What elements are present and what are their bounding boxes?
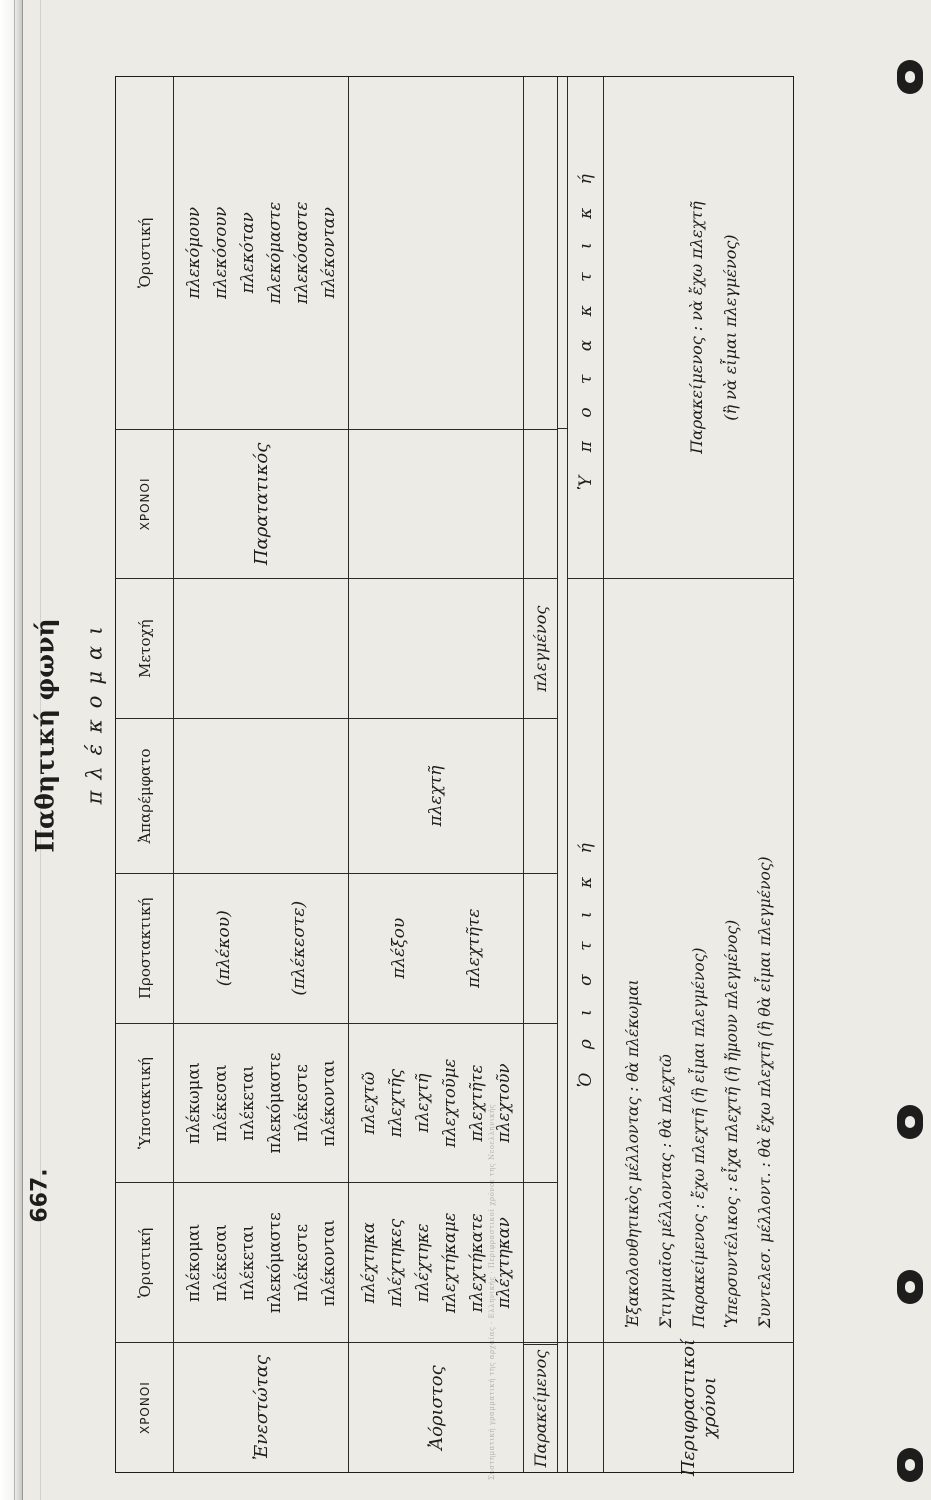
- perfect-infinitive: [524, 718, 557, 873]
- periphrastic-indicative: Ἐξακολουθητικὸς μέλλοντας : θὰ πλέκωμαι Στιγμιαῖος μέλλοντας : θὰ πλεχτῶ Παρακείμενος : ἔχω πλεχτῆ (ἢ εἶμαι πλεγμένος) Ὑπερσυντέλικος : εἶχα πλεχτῆ (ἢ ἤμουν πλεγμένος) Συντελεσ. μέλλοντ. : θὰ ἔχω πλεχτῆ (ἢ θὰ εἶμαι πλεγμένος): [604, 578, 794, 1342]
- header-cell: ΧΡΟΝΟΙ: [116, 1342, 173, 1472]
- perfect-participle: πλεγμένος: [524, 578, 557, 718]
- row-label: Παρακείμενος: [524, 1342, 557, 1472]
- present-imperative: (πλέκου) (πλέκεστε): [174, 873, 348, 1023]
- header-cell: Ὁριστική: [116, 1182, 173, 1342]
- imperfect-indicative: πλεκόμουν πλεκόσουν πλεκόταν πλεκόμαστε πλεκόσαστε πλέκονταν: [184, 201, 338, 305]
- header-cell: Ἀπαρέμφατο: [116, 718, 173, 873]
- perfect-indicative: [524, 1182, 557, 1342]
- perfect-row: [524, 77, 558, 1472]
- header-cell: Μετοχή: [116, 578, 173, 718]
- present-participle: [174, 578, 348, 718]
- aorist-subjunctive: πλεχτῶ πλεχτῆς πλεχτῆ πλεχτοῦμε πλεχτῆτε πλεχτοῦν: [349, 1023, 523, 1183]
- periphrastic-subjunctive: Παρακείμενος : νὰ ἔχω πλεχτῆ (ἢ νὰ εἶμαι πλεγμένος): [687, 201, 740, 454]
- header-cell: Ὑποτακτική: [116, 1023, 173, 1183]
- binding-hole: [897, 1270, 923, 1304]
- subjunctive-banner: Ὑ π ο τ α κ τ ι κ ή: [575, 165, 596, 491]
- aorist-indicative: πλέχτηκα πλέχτηκες πλέχτηκε πλεχτήκαμε πλεχτήκατε πλέχτηκαν: [349, 1182, 523, 1342]
- header-cell: Ὁριστική: [135, 217, 154, 288]
- perfect-subjunctive: [524, 1023, 557, 1183]
- binding-holes: [893, 0, 929, 1500]
- conjugation-table: [115, 76, 794, 1477]
- present-infinitive: [174, 718, 348, 873]
- page-number: 667.: [27, 1167, 53, 1223]
- spacer-row: [558, 77, 568, 1472]
- table-header-row: [116, 77, 174, 1472]
- aorist-participle: [349, 578, 523, 718]
- page-title: Παθητική φωνή: [30, 617, 60, 853]
- row-label: Ἐνεστώτας: [174, 1342, 348, 1472]
- present-row: [174, 77, 349, 1472]
- header-cell: Προστακτική: [116, 873, 173, 1023]
- spine-text: Συστηματική γραμματική της αρχαίας · Ελληνικής · Περιφραστικοί χρόνοι της Νεοελληνικής: [488, 1103, 496, 1480]
- header-cell: ΧΡΟΝΟΙ: [116, 429, 173, 579]
- binding-hole: [897, 1448, 923, 1482]
- page-edge-line: [14, 0, 15, 1500]
- aorist-row: [349, 77, 524, 1472]
- periphrastic-row: [604, 77, 794, 1477]
- aorist-imperative: πλέξου πλεχτῆτε: [349, 873, 523, 1023]
- aorist-infinitive: πλεχτῆ: [349, 718, 523, 873]
- present-subjunctive: πλέκωμαι πλέκεσαι πλέκεται πλεκόμαστε πλέκεστε πλέκονται: [174, 1023, 348, 1183]
- moods-banner-row: [568, 77, 604, 1472]
- present-indicative: πλέκομαι πλέκεσαι πλέκεται πλεκόμαστε πλέκεστε πλέκονται: [174, 1182, 348, 1342]
- row-label: Ἀόριστος: [349, 1342, 523, 1472]
- aorist-extra-indicative: [349, 77, 523, 429]
- perfect-extra-indicative: [524, 77, 557, 429]
- binding-hole: [897, 1105, 923, 1139]
- imperfect-label: Παρατατικός: [174, 429, 348, 579]
- perfect-extra-tense: [524, 429, 557, 579]
- perfect-imperative: [524, 873, 557, 1023]
- indicative-banner: Ὁ ρ ι σ τ ι κ ή: [568, 578, 603, 1342]
- page-subtitle: πλέκομαι: [82, 615, 107, 805]
- aorist-extra-tense: [349, 429, 523, 579]
- binding-hole: [897, 60, 923, 94]
- periphrastic-label: Περιφραστικοί χρόνοι: [604, 1342, 794, 1472]
